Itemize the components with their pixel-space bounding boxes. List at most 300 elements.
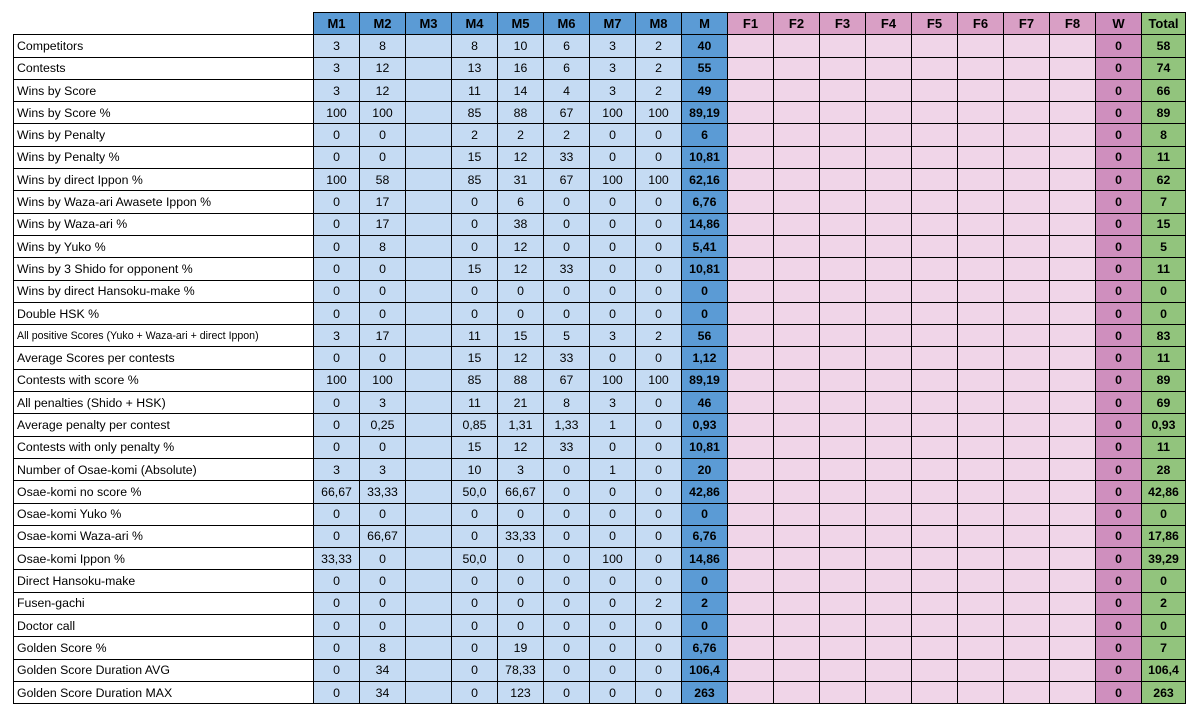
cell-m-total: 49: [682, 79, 728, 101]
cell-f3: [820, 146, 866, 168]
cell-m4: 0,85: [452, 414, 498, 436]
cell-total: 7: [1142, 191, 1186, 213]
cell-total: 89: [1142, 369, 1186, 391]
cell-f8: [1050, 79, 1096, 101]
cell-total: 17,86: [1142, 525, 1186, 547]
cell-total: 0: [1142, 302, 1186, 324]
cell-total: 2: [1142, 592, 1186, 614]
statistics-table: [13, 12, 1186, 704]
cell-w-total: 0: [1096, 592, 1142, 614]
cell-total: 11: [1142, 258, 1186, 280]
cell-w-total: 0: [1096, 414, 1142, 436]
cell-m5: 12: [498, 235, 544, 257]
row-label: Osae-komi Waza-ari %: [14, 525, 314, 547]
cell-m5: 78,33: [498, 659, 544, 681]
cell-m8: 0: [636, 235, 682, 257]
cell-m7: 3: [590, 35, 636, 57]
cell-f5: [912, 659, 958, 681]
table-row: [14, 347, 1186, 369]
cell-m4: 2: [452, 124, 498, 146]
cell-m-total: 6,76: [682, 637, 728, 659]
cell-f4: [866, 503, 912, 525]
cell-m6: 0: [544, 659, 590, 681]
cell-f8: [1050, 169, 1096, 191]
cell-f1: [728, 57, 774, 79]
cell-m5: 19: [498, 637, 544, 659]
cell-m6: 0: [544, 570, 590, 592]
cell-f6: [958, 436, 1004, 458]
cell-f8: [1050, 35, 1096, 57]
cell-m5: 21: [498, 392, 544, 414]
cell-f4: [866, 615, 912, 637]
table-row: [14, 659, 1186, 681]
cell-f8: [1050, 503, 1096, 525]
cell-f6: [958, 79, 1004, 101]
cell-m-total: 89,19: [682, 102, 728, 124]
cell-m6: 0: [544, 481, 590, 503]
cell-f4: [866, 35, 912, 57]
cell-m3: [406, 302, 452, 324]
cell-m7: 0: [590, 124, 636, 146]
cell-m-total: 89,19: [682, 369, 728, 391]
cell-f3: [820, 57, 866, 79]
header-f5: F5: [912, 13, 958, 35]
cell-m6: 6: [544, 57, 590, 79]
cell-w-total: 0: [1096, 213, 1142, 235]
cell-m-total: 42,86: [682, 481, 728, 503]
cell-f6: [958, 592, 1004, 614]
cell-f6: [958, 35, 1004, 57]
cell-m3: [406, 102, 452, 124]
cell-m5: 14: [498, 79, 544, 101]
cell-f2: [774, 102, 820, 124]
cell-f6: [958, 169, 1004, 191]
cell-m4: 11: [452, 392, 498, 414]
cell-m3: [406, 169, 452, 191]
cell-m8: 2: [636, 79, 682, 101]
cell-m1: 0: [314, 392, 360, 414]
cell-f4: [866, 347, 912, 369]
cell-m-total: 6,76: [682, 191, 728, 213]
cell-m6: 0: [544, 615, 590, 637]
cell-f7: [1004, 392, 1050, 414]
cell-f8: [1050, 481, 1096, 503]
cell-m1: 0: [314, 235, 360, 257]
cell-m-total: 0: [682, 615, 728, 637]
cell-m-total: 55: [682, 57, 728, 79]
cell-f4: [866, 659, 912, 681]
cell-w-total: 0: [1096, 325, 1142, 347]
cell-f5: [912, 79, 958, 101]
cell-f6: [958, 392, 1004, 414]
cell-m6: 0: [544, 280, 590, 302]
cell-f3: [820, 102, 866, 124]
cell-f8: [1050, 102, 1096, 124]
cell-f5: [912, 392, 958, 414]
cell-f2: [774, 592, 820, 614]
table-row: [14, 503, 1186, 525]
cell-f4: [866, 235, 912, 257]
cell-f3: [820, 548, 866, 570]
cell-m8: 0: [636, 525, 682, 547]
cell-m5: 6: [498, 191, 544, 213]
cell-f3: [820, 458, 866, 480]
cell-f6: [958, 615, 1004, 637]
cell-f2: [774, 35, 820, 57]
cell-m5: 123: [498, 681, 544, 703]
cell-m3: [406, 57, 452, 79]
cell-f3: [820, 258, 866, 280]
cell-m4: 15: [452, 146, 498, 168]
cell-m-total: 0: [682, 302, 728, 324]
cell-f8: [1050, 637, 1096, 659]
cell-f1: [728, 124, 774, 146]
cell-m8: 2: [636, 325, 682, 347]
cell-f4: [866, 481, 912, 503]
cell-m-total: 5,41: [682, 235, 728, 257]
row-label: Wins by Score: [14, 79, 314, 101]
cell-m3: [406, 458, 452, 480]
row-label: Average Scores per contests: [14, 347, 314, 369]
cell-m1: 0: [314, 280, 360, 302]
cell-f4: [866, 302, 912, 324]
cell-w-total: 0: [1096, 615, 1142, 637]
row-label: Number of Osae-komi (Absolute): [14, 458, 314, 480]
cell-m7: 0: [590, 258, 636, 280]
cell-m-total: 0: [682, 570, 728, 592]
cell-m2: 17: [360, 325, 406, 347]
cell-f7: [1004, 325, 1050, 347]
cell-m7: 100: [590, 102, 636, 124]
cell-m3: [406, 392, 452, 414]
cell-f5: [912, 102, 958, 124]
table-row: [14, 57, 1186, 79]
cell-f3: [820, 347, 866, 369]
cell-f2: [774, 235, 820, 257]
cell-f7: [1004, 548, 1050, 570]
cell-m6: 0: [544, 637, 590, 659]
cell-m6: 5: [544, 325, 590, 347]
cell-f6: [958, 146, 1004, 168]
cell-f7: [1004, 235, 1050, 257]
cell-m2: 0: [360, 258, 406, 280]
cell-m-total: 10,81: [682, 146, 728, 168]
row-label: Wins by Score %: [14, 102, 314, 124]
cell-m5: 33,33: [498, 525, 544, 547]
cell-m4: 0: [452, 302, 498, 324]
cell-m7: 3: [590, 79, 636, 101]
cell-f8: [1050, 213, 1096, 235]
cell-m2: 0,25: [360, 414, 406, 436]
cell-f5: [912, 681, 958, 703]
cell-f5: [912, 436, 958, 458]
cell-f7: [1004, 102, 1050, 124]
cell-f6: [958, 481, 1004, 503]
row-label: Wins by Penalty: [14, 124, 314, 146]
cell-total: 0: [1142, 280, 1186, 302]
cell-m8: 0: [636, 681, 682, 703]
cell-m8: 0: [636, 481, 682, 503]
header-f7: F7: [1004, 13, 1050, 35]
cell-m1: 3: [314, 57, 360, 79]
cell-m1: 0: [314, 302, 360, 324]
cell-f1: [728, 481, 774, 503]
cell-m1: 0: [314, 659, 360, 681]
cell-m5: 31: [498, 169, 544, 191]
cell-f4: [866, 414, 912, 436]
cell-m1: 0: [314, 191, 360, 213]
cell-f7: [1004, 570, 1050, 592]
cell-f8: [1050, 302, 1096, 324]
cell-m4: 15: [452, 258, 498, 280]
cell-f1: [728, 681, 774, 703]
cell-m1: 0: [314, 258, 360, 280]
cell-total: 0,93: [1142, 414, 1186, 436]
cell-m3: [406, 503, 452, 525]
cell-m3: [406, 347, 452, 369]
cell-m4: 0: [452, 637, 498, 659]
cell-m3: [406, 570, 452, 592]
cell-m7: 0: [590, 280, 636, 302]
cell-m8: 2: [636, 35, 682, 57]
row-label: All penalties (Shido + HSK): [14, 392, 314, 414]
cell-m7: 100: [590, 169, 636, 191]
cell-m4: 0: [452, 280, 498, 302]
cell-f4: [866, 637, 912, 659]
cell-m3: [406, 681, 452, 703]
cell-m-total: 263: [682, 681, 728, 703]
row-label: Double HSK %: [14, 302, 314, 324]
cell-total: 62: [1142, 169, 1186, 191]
cell-m1: 0: [314, 570, 360, 592]
cell-m1: 3: [314, 325, 360, 347]
cell-m5: 3: [498, 458, 544, 480]
table-row: [14, 570, 1186, 592]
cell-w-total: 0: [1096, 503, 1142, 525]
cell-m2: 0: [360, 436, 406, 458]
cell-m2: 0: [360, 302, 406, 324]
cell-f1: [728, 525, 774, 547]
cell-m6: 0: [544, 548, 590, 570]
cell-total: 69: [1142, 392, 1186, 414]
cell-m7: 0: [590, 681, 636, 703]
cell-m4: 0: [452, 525, 498, 547]
cell-total: 58: [1142, 35, 1186, 57]
cell-f4: [866, 548, 912, 570]
header-m8: M8: [636, 13, 682, 35]
cell-f7: [1004, 592, 1050, 614]
cell-m4: 85: [452, 102, 498, 124]
cell-f3: [820, 414, 866, 436]
cell-f8: [1050, 458, 1096, 480]
cell-m4: 10: [452, 458, 498, 480]
cell-m7: 100: [590, 548, 636, 570]
cell-f1: [728, 280, 774, 302]
cell-f2: [774, 570, 820, 592]
cell-f3: [820, 637, 866, 659]
cell-m5: 12: [498, 436, 544, 458]
cell-m2: 3: [360, 392, 406, 414]
cell-m2: 12: [360, 79, 406, 101]
cell-f1: [728, 458, 774, 480]
table-row: [14, 235, 1186, 257]
cell-m4: 13: [452, 57, 498, 79]
cell-w-total: 0: [1096, 302, 1142, 324]
cell-m2: 17: [360, 191, 406, 213]
cell-m3: [406, 659, 452, 681]
cell-m7: 1: [590, 458, 636, 480]
cell-f1: [728, 235, 774, 257]
table-row: [14, 681, 1186, 703]
cell-m2: 0: [360, 592, 406, 614]
cell-m2: 8: [360, 35, 406, 57]
cell-m3: [406, 79, 452, 101]
cell-m1: 66,67: [314, 481, 360, 503]
cell-m6: 33: [544, 258, 590, 280]
cell-f2: [774, 347, 820, 369]
cell-m7: 3: [590, 392, 636, 414]
cell-m7: 0: [590, 146, 636, 168]
cell-total: 83: [1142, 325, 1186, 347]
cell-m4: 0: [452, 235, 498, 257]
cell-f8: [1050, 615, 1096, 637]
cell-f5: [912, 169, 958, 191]
row-label: Doctor call: [14, 615, 314, 637]
cell-m3: [406, 481, 452, 503]
cell-f6: [958, 258, 1004, 280]
cell-total: 11: [1142, 347, 1186, 369]
cell-f3: [820, 79, 866, 101]
cell-m7: 0: [590, 659, 636, 681]
cell-m3: [406, 325, 452, 347]
cell-f3: [820, 659, 866, 681]
cell-f8: [1050, 659, 1096, 681]
table-row: [14, 280, 1186, 302]
cell-total: 39,29: [1142, 548, 1186, 570]
row-label: Average penalty per contest: [14, 414, 314, 436]
cell-w-total: 0: [1096, 570, 1142, 592]
cell-m1: 3: [314, 79, 360, 101]
cell-m6: 0: [544, 681, 590, 703]
table-row: [14, 525, 1186, 547]
cell-m4: 15: [452, 436, 498, 458]
table-row: [14, 592, 1186, 614]
table-row: [14, 637, 1186, 659]
cell-m1: 0: [314, 146, 360, 168]
cell-m2: 58: [360, 169, 406, 191]
cell-f1: [728, 503, 774, 525]
cell-m-total: 14,86: [682, 548, 728, 570]
cell-f6: [958, 369, 1004, 391]
header-m6: M6: [544, 13, 590, 35]
table-row: [14, 458, 1186, 480]
cell-m3: [406, 548, 452, 570]
cell-f7: [1004, 481, 1050, 503]
cell-f5: [912, 548, 958, 570]
cell-f5: [912, 481, 958, 503]
cell-m1: 0: [314, 681, 360, 703]
cell-f8: [1050, 592, 1096, 614]
cell-w-total: 0: [1096, 548, 1142, 570]
cell-m4: 0: [452, 659, 498, 681]
cell-m3: [406, 235, 452, 257]
cell-m2: 0: [360, 570, 406, 592]
cell-f2: [774, 57, 820, 79]
cell-m1: 0: [314, 347, 360, 369]
cell-total: 66: [1142, 79, 1186, 101]
cell-m6: 8: [544, 392, 590, 414]
cell-m6: 6: [544, 35, 590, 57]
cell-m3: [406, 414, 452, 436]
cell-f1: [728, 35, 774, 57]
cell-f2: [774, 637, 820, 659]
row-label: Competitors: [14, 35, 314, 57]
cell-f5: [912, 503, 958, 525]
cell-m5: 0: [498, 570, 544, 592]
corner-cell: [14, 13, 314, 35]
cell-w-total: 0: [1096, 102, 1142, 124]
cell-f4: [866, 392, 912, 414]
cell-m2: 0: [360, 347, 406, 369]
cell-w-total: 0: [1096, 258, 1142, 280]
cell-f7: [1004, 35, 1050, 57]
cell-m7: 3: [590, 57, 636, 79]
cell-f3: [820, 325, 866, 347]
cell-f8: [1050, 414, 1096, 436]
cell-total: 106,4: [1142, 659, 1186, 681]
cell-f5: [912, 592, 958, 614]
cell-f7: [1004, 347, 1050, 369]
row-label: Wins by Waza-ari Awasete Ippon %: [14, 191, 314, 213]
cell-f1: [728, 302, 774, 324]
row-label: Golden Score Duration MAX: [14, 681, 314, 703]
table-row: [14, 258, 1186, 280]
cell-m1: 100: [314, 369, 360, 391]
cell-w-total: 0: [1096, 481, 1142, 503]
cell-f5: [912, 280, 958, 302]
table-row: [14, 548, 1186, 570]
row-label: Osae-komi Ippon %: [14, 548, 314, 570]
cell-m4: 50,0: [452, 481, 498, 503]
cell-m5: 2: [498, 124, 544, 146]
cell-m8: 0: [636, 146, 682, 168]
cell-f4: [866, 191, 912, 213]
cell-m6: 0: [544, 525, 590, 547]
cell-m3: [406, 146, 452, 168]
cell-m5: 12: [498, 347, 544, 369]
cell-m5: 88: [498, 369, 544, 391]
table-row: [14, 414, 1186, 436]
cell-m6: 0: [544, 592, 590, 614]
header-m1: M1: [314, 13, 360, 35]
cell-total: 11: [1142, 146, 1186, 168]
cell-m7: 0: [590, 525, 636, 547]
cell-f7: [1004, 436, 1050, 458]
header-total: Total: [1142, 13, 1186, 35]
cell-f3: [820, 169, 866, 191]
cell-m2: 0: [360, 503, 406, 525]
cell-m4: 50,0: [452, 548, 498, 570]
cell-f6: [958, 325, 1004, 347]
cell-f1: [728, 436, 774, 458]
cell-m5: 0: [498, 280, 544, 302]
cell-f6: [958, 102, 1004, 124]
cell-f8: [1050, 347, 1096, 369]
cell-w-total: 0: [1096, 79, 1142, 101]
cell-f8: [1050, 369, 1096, 391]
cell-w-total: 0: [1096, 146, 1142, 168]
cell-m7: 0: [590, 235, 636, 257]
